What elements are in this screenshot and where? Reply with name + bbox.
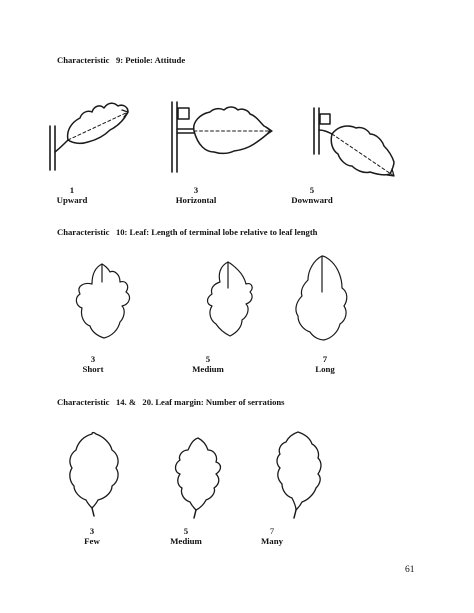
figure-label-medium (168, 354, 248, 374)
figure-label-upward (32, 185, 112, 205)
figure-label-medium-serrations (146, 526, 226, 546)
score-value: 7 (269, 526, 275, 536)
figure-label-long (285, 354, 365, 374)
score-value: 1 (69, 185, 75, 195)
figure-label-downward (272, 185, 352, 205)
section-heading-terminal-lobe: Characteristic 10: Leaf: Length of terminal lobe relative to leaf length (57, 227, 318, 237)
score-value: 5 (309, 185, 315, 195)
score-name: Horizontal (175, 195, 217, 206)
score-name: Medium (170, 536, 202, 547)
score-name: Short (82, 364, 104, 375)
score-name: Downward (291, 195, 333, 206)
score-value: 3 (89, 526, 95, 536)
figure-label-horizontal (156, 185, 236, 205)
leaf-serrations-many-icon (268, 428, 332, 520)
score-name: Long (315, 364, 335, 375)
section-heading-petiole-attitude: Characteristic 9: Petiole: Attitude (57, 55, 186, 65)
figure-label-many (232, 526, 312, 546)
score-name: Few (84, 536, 100, 547)
leaf-petiole-horizontal-icon (166, 96, 278, 178)
figure-label-short (53, 354, 133, 374)
leaf-terminal-lobe-short-icon (70, 260, 140, 342)
score-value: 5 (183, 526, 189, 536)
leaf-terminal-lobe-long-icon (286, 252, 358, 344)
leaf-petiole-upward-icon (44, 96, 140, 176)
score-name: Many (261, 536, 283, 547)
score-value: 3 (193, 185, 199, 195)
score-name: Medium (192, 364, 224, 375)
figure-label-few (52, 526, 132, 546)
leaf-serrations-few-icon (62, 428, 126, 520)
section-heading-serrations: Characteristic 14. & 20. Leaf margin: Number of serrations (57, 397, 285, 407)
page-number: 61 (405, 565, 415, 575)
leaf-petiole-downward-icon (308, 104, 400, 184)
score-value: 3 (90, 354, 96, 364)
score-name: Upward (56, 195, 88, 206)
score-value: 7 (322, 354, 328, 364)
score-value: 5 (205, 354, 211, 364)
leaf-terminal-lobe-medium-icon (196, 258, 262, 340)
leaf-serrations-medium-icon (168, 434, 228, 520)
